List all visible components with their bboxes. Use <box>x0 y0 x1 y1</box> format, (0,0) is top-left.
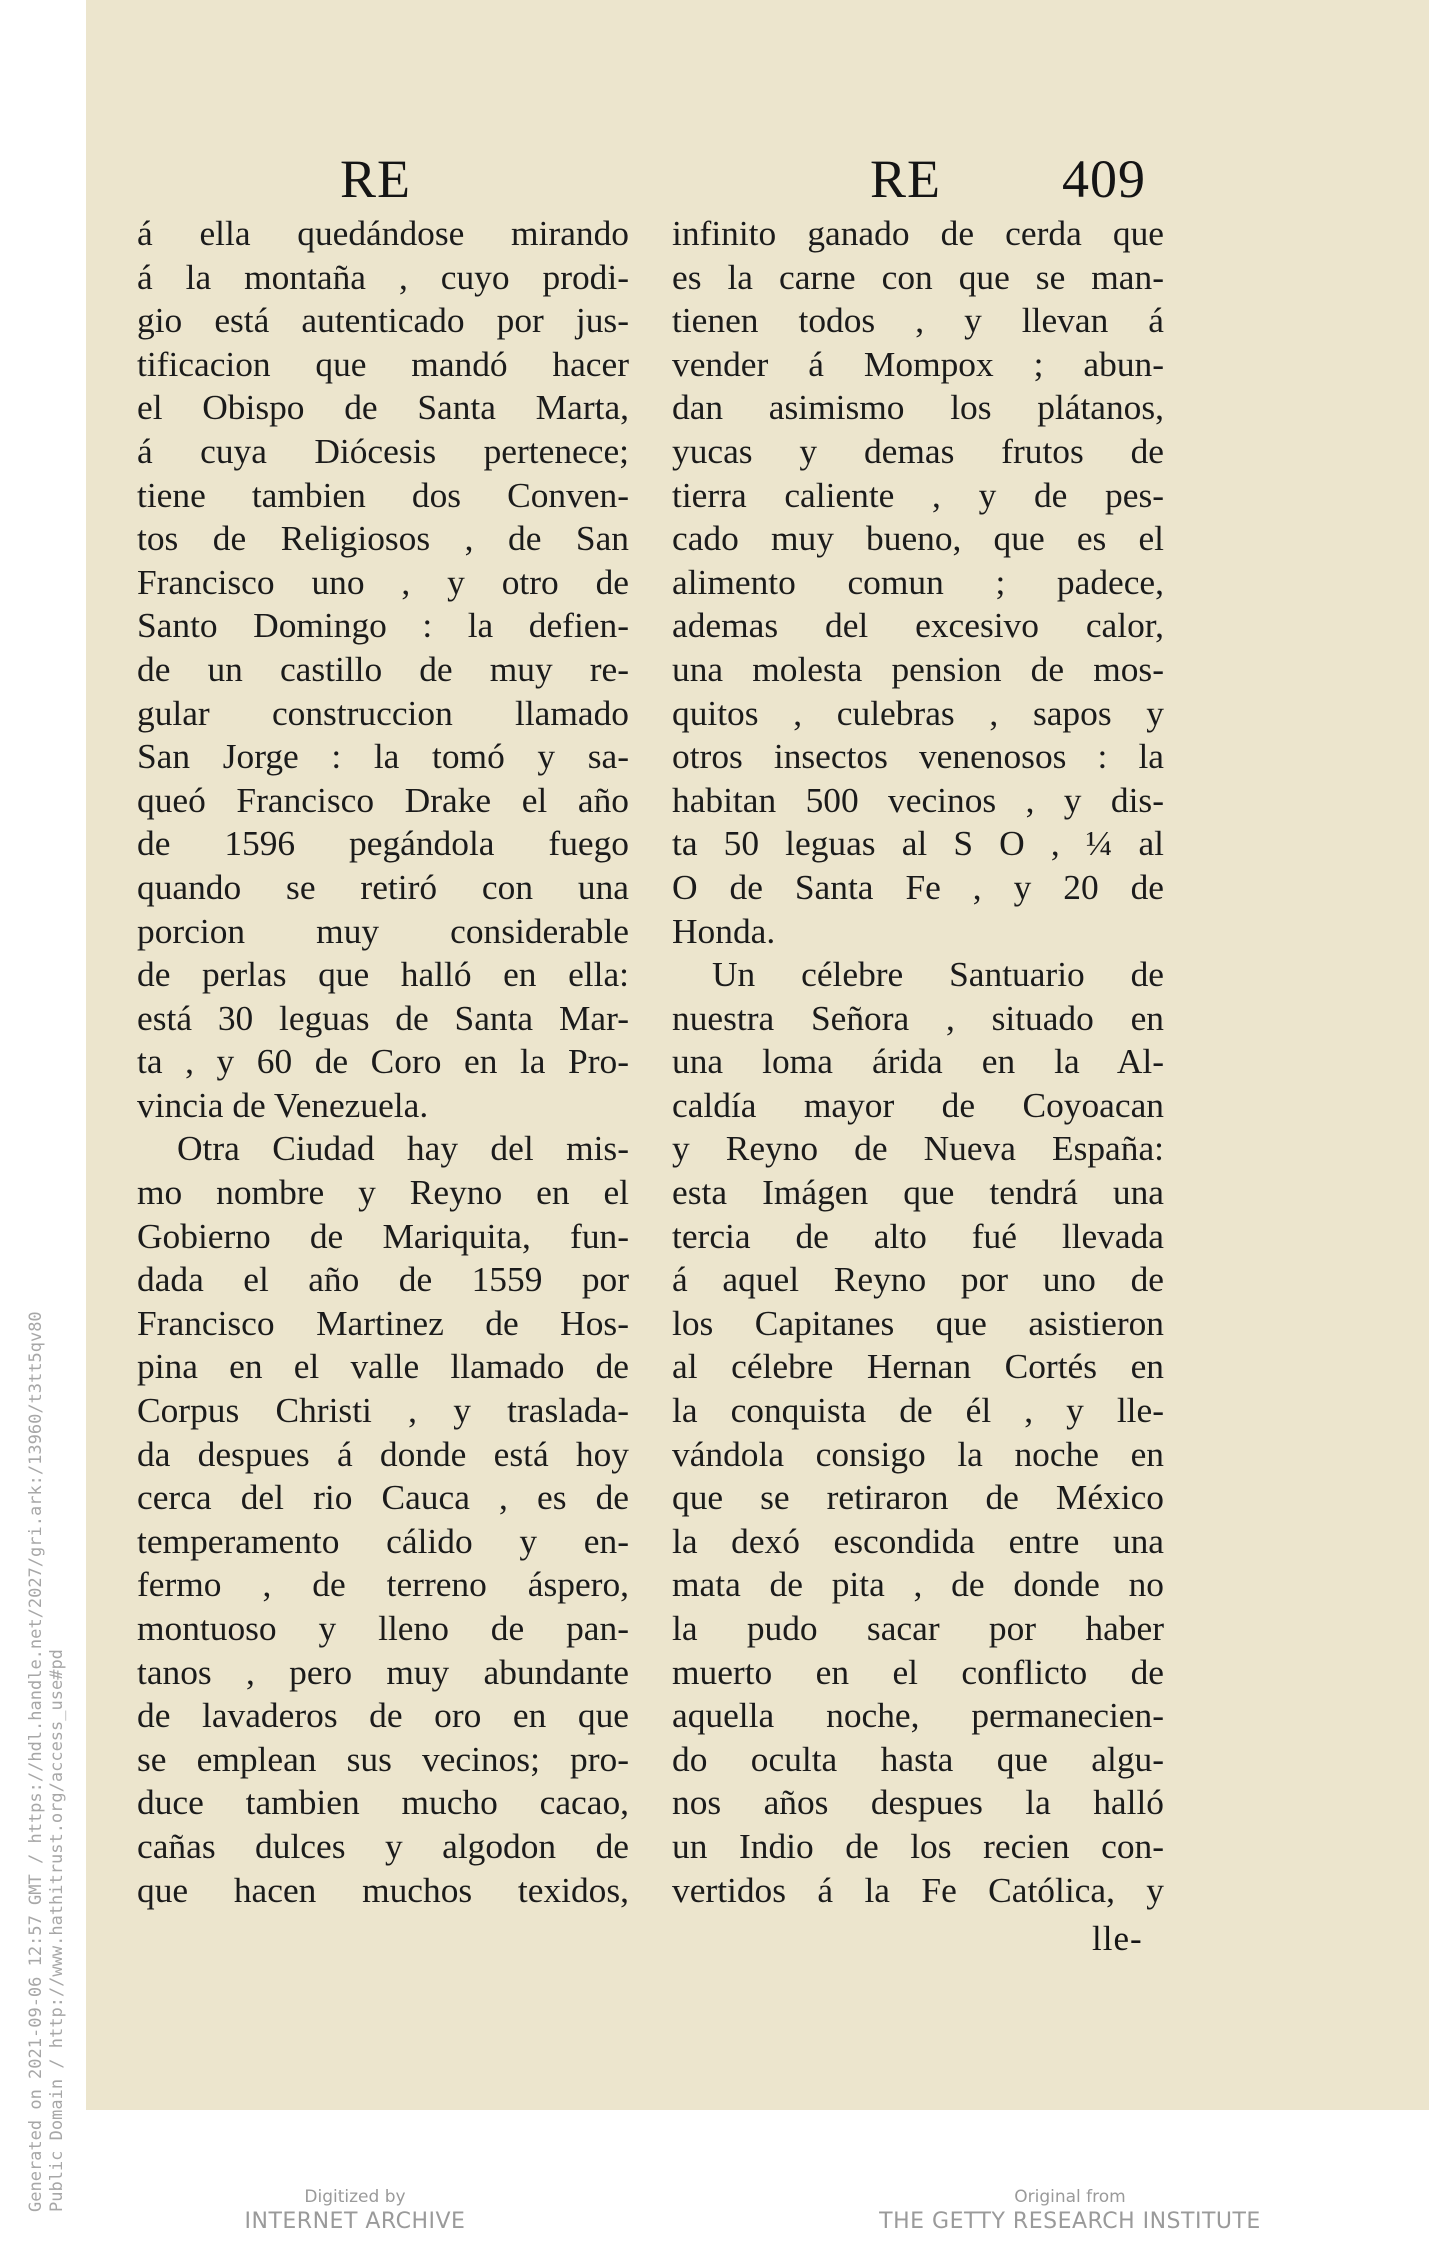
right-text-column <box>672 212 1164 1912</box>
text-line: da despues á donde está hoy <box>137 1433 629 1474</box>
digitized-by-label: Digitized by <box>304 2187 406 2207</box>
text-line: Un célebre Santuario de <box>712 954 1164 995</box>
text-line: los Capitanes que asistieron <box>672 1302 1164 1343</box>
text-line: una loma árida en la Al- <box>672 1041 1164 1082</box>
text-line: nos años despues la halló <box>672 1782 1164 1823</box>
running-head-left: RE <box>340 149 412 209</box>
text-line: tierra caliente , y de pes- <box>672 474 1164 515</box>
text-line: aquella noche, permanecien- <box>672 1695 1164 1736</box>
text-line: yucas y demas frutos de <box>672 430 1164 471</box>
text-line: tercia de alto fué llevada <box>672 1215 1164 1256</box>
text-line: de perlas que halló en ella: <box>137 954 629 995</box>
text-line: la conquista de él , y lle- <box>672 1390 1164 1431</box>
left-text-column <box>137 212 629 1912</box>
text-line: vertidos á la Fe Católica, y <box>672 1869 1164 1910</box>
text-line: caldía mayor de Coyoacan <box>672 1084 1164 1125</box>
text-line: tificacion que mandó hacer <box>137 343 629 384</box>
text-line: San Jorge : la tomó y sa- <box>137 736 629 777</box>
text-line: O de Santa Fe , y 20 de <box>672 866 1164 907</box>
text-line: de un castillo de muy re- <box>137 648 629 689</box>
text-line: de lavaderos de oro en que <box>137 1695 629 1736</box>
text-line: está 30 leguas de Santa Mar- <box>137 997 629 1038</box>
text-line: Francisco Martinez de Hos- <box>137 1302 629 1343</box>
text-line: duce tambien mucho cacao, <box>137 1782 629 1823</box>
text-line: Francisco uno , y otro de <box>137 561 629 602</box>
text-line: la pudo sacar por haber <box>672 1608 1164 1648</box>
text-line: porcion muy considerable <box>137 910 629 951</box>
text-line: mo nombre y Reyno en el <box>137 1172 629 1213</box>
text-line: cañas dulces y algodon de <box>137 1825 629 1866</box>
text-line: á aquel Reyno por uno de <box>672 1259 1164 1300</box>
text-line: á ella quedándose mirando <box>137 213 629 253</box>
text-line: Santo Domingo : la defien- <box>137 605 629 646</box>
text-line: quitos , culebras , sapos y <box>672 692 1164 733</box>
text-line: queó Francisco Drake el año <box>137 779 629 820</box>
text-line: infinito ganado de cerda que <box>672 213 1164 253</box>
text-line: dada el año de 1559 por <box>137 1259 629 1300</box>
text-line: tos de Religiosos , de San <box>137 518 629 559</box>
running-head-right: RE <box>870 149 942 209</box>
text-line: Otra Ciudad hay del mis- <box>177 1128 629 1169</box>
text-line: tienen todos , y llevan á <box>672 300 1164 341</box>
text-line: el Obispo de Santa Marta, <box>137 387 629 428</box>
text-line: quando se retiró con una <box>137 866 629 907</box>
text-line: y Reyno de Nueva España: <box>672 1128 1164 1169</box>
digitized-by-source: INTERNET ARCHIVE <box>244 2209 466 2234</box>
text-line: ta 50 leguas al S O , ¼ al <box>672 823 1164 864</box>
text-line: pina en el valle llamado de <box>137 1346 629 1387</box>
text-line: Gobierno de Mariquita, fun- <box>137 1215 629 1256</box>
text-line: á cuya Diócesis pertenece; <box>137 430 629 471</box>
text-line: vender á Mompox ; abun- <box>672 343 1164 384</box>
text-line: á la montaña , cuyo prodi- <box>137 256 629 297</box>
text-line: vándola consigo la noche en <box>672 1433 1164 1474</box>
text-line: otros insectos venenosos : la <box>672 736 1164 777</box>
text-line: al célebre Hernan Cortés en <box>672 1346 1164 1387</box>
text-line: la dexó escondida entre una <box>672 1520 1164 1561</box>
text-line: es la carne con que se man- <box>672 256 1164 297</box>
text-line: Corpus Christi , y traslada- <box>137 1390 629 1431</box>
text-line: una molesta pension de mos- <box>672 648 1164 689</box>
text-line: ta , y 60 de Coro en la Pro- <box>137 1041 629 1082</box>
text-line: do oculta hasta que algu- <box>672 1738 1164 1779</box>
text-line: alimento comun ; padece, <box>672 561 1164 602</box>
original-from-credit <box>860 2186 1280 2236</box>
generation-watermark <box>26 1311 68 2212</box>
text-line: cerca del rio Cauca , es de <box>137 1477 629 1518</box>
text-line: gular construccion llamado <box>137 692 629 733</box>
page-number: 409 <box>1062 149 1146 209</box>
text-line: montuoso y lleno de pan- <box>137 1608 629 1648</box>
text-line: habitan 500 vecinos , y dis- <box>672 779 1164 820</box>
text-line: temperamento cálido y en- <box>137 1520 629 1561</box>
text-line: ademas del excesivo calor, <box>672 605 1164 646</box>
text-line: gio está autenticado por jus- <box>137 300 629 341</box>
text-line: Honda. <box>672 910 776 951</box>
digitized-by-credit <box>200 2186 510 2236</box>
text-line: un Indio de los recien con- <box>672 1825 1164 1866</box>
text-line: que se retiraron de México <box>672 1477 1164 1518</box>
text-line: cado muy bueno, que es el <box>672 518 1164 559</box>
text-line: vincia de Venezuela. <box>137 1084 429 1125</box>
text-line: que hacen muchos texidos, <box>137 1869 629 1910</box>
text-line: mata de pita , de donde no <box>672 1564 1164 1605</box>
text-line: tiene tambien dos Conven- <box>137 474 629 515</box>
text-line: dan asimismo los plátanos, <box>672 387 1164 428</box>
watermark-line-2: Public Domain / http://www.hathitrust.org/access_use#pd <box>47 1649 67 2212</box>
text-line: fermo , de terreno áspero, <box>137 1564 629 1605</box>
text-line: tanos , pero muy abundante <box>137 1651 629 1692</box>
text-line: nuestra Señora , situado en <box>672 997 1164 1038</box>
original-from-label: Original from <box>1014 2187 1126 2207</box>
watermark-line-1: Generated on 2021-09-06 12:57 GMT / https://hdl.handle.net/2027/gri.ark:/13960/t3tt5qv80 <box>26 1311 46 2212</box>
text-line: esta Imágen que tendrá una <box>672 1172 1164 1213</box>
text-line: de 1596 pegándola fuego <box>137 823 629 864</box>
text-line: se emplean sus vecinos; pro- <box>137 1738 629 1779</box>
text-line: muerto en el conflicto de <box>672 1651 1164 1692</box>
catchword: lle- <box>1092 1919 1143 1958</box>
original-from-source: THE GETTY RESEARCH INSTITUTE <box>879 2209 1261 2234</box>
